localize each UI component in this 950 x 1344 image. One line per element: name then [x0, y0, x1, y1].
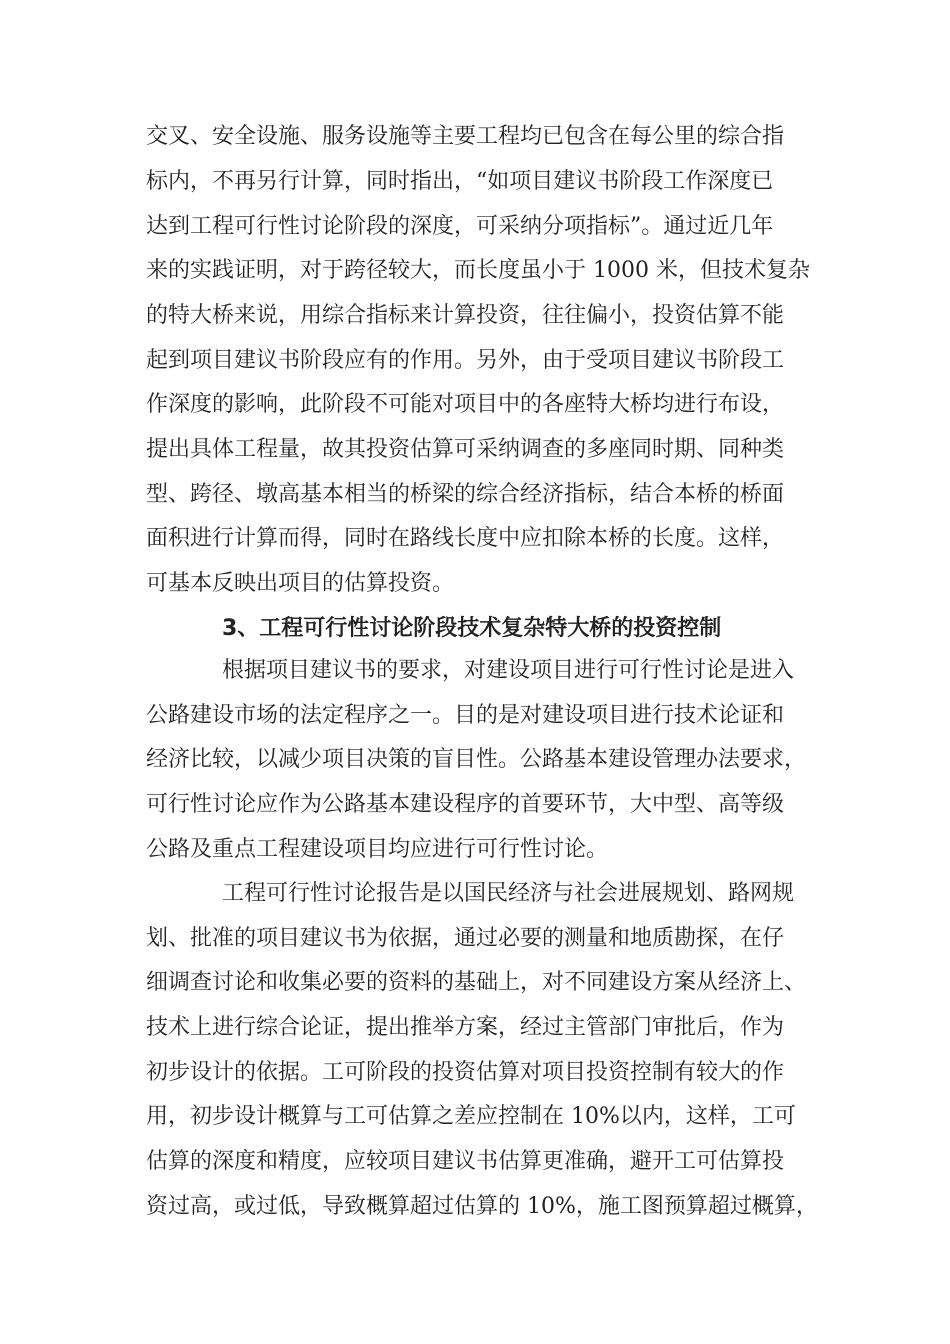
paragraph3-line: 工程可行性讨论报告是以国民经济与社会进展规划、路网规 [222, 881, 795, 906]
paragraph3-line: 用，初步设计概算与工可估算之差应控制在 10%以内，这样，工可 [146, 1104, 796, 1129]
section-heading: 3、工程可行性讨论阶段技术复杂特大桥的投资控制 [222, 616, 722, 641]
paragraph3-line: 初步设计的依据。工可阶段的投资估算对项目投资控制有较大的作 [146, 1060, 785, 1085]
paragraph1-line: 提出具体工程量，故其投资估算可采纳调查的多座同时期、同种类 [146, 437, 785, 462]
paragraph1-line: 达到工程可行性讨论阶段的深度，可采纳分项指标”。通过近几年 [146, 214, 774, 239]
paragraph2-line: 可行性讨论应作为公路基本建设程序的首要环节，大中型、高等级 [146, 792, 785, 817]
paragraph3-line: 技术上进行综合论证，提出推举方案，经过主管部门审批后，作为 [146, 1015, 785, 1040]
paragraph1-line: 作深度的影响，此阶段不可能对项目中的各座特大桥均进行布设， [146, 392, 785, 417]
paragraph3-line: 估算的深度和精度，应较项目建议书估算更准确，避开工可估算投 [146, 1149, 785, 1174]
paragraph1-line: 交叉、安全设施、服务设施等主要工程均已包含在每公里的综合指 [146, 124, 785, 149]
paragraph3-line: 资过高，或过低，导致概算超过估算的 10%，施工图预算超过概算， [146, 1194, 818, 1219]
paragraph1-line: 可基本反映出项目的估算投资。 [146, 571, 455, 596]
paragraph1-line: 起到项目建议书阶段应有的作用。另外，由于受项目建议书阶段工 [146, 348, 785, 373]
paragraph3-line: 细调查讨论和收集必要的资料的基础上，对不同建设方案从经济上、 [146, 970, 807, 995]
paragraph2-line: 经济比较，以减少项目决策的盲目性。公路基本建设管理办法要求， [146, 747, 807, 772]
paragraph1-line: 标内，不再另行计算，同时指出，“如项目建议书阶段工作深度已 [146, 169, 774, 194]
paragraph1-line: 来的实践证明，对于跨径较大，而长度虽小于 1000 米，但技术复杂 [146, 258, 810, 283]
paragraph1-line: 面积进行计算而得，同时在路线长度中应扣除本桥的长度。这样， [146, 526, 785, 551]
paragraph2-line: 公路及重点工程建设项目均应进行可行性讨论。 [146, 837, 609, 862]
paragraph1-line: 型、跨径、墩高基本相当的桥梁的综合经济指标，结合本桥的桥面 [146, 482, 785, 507]
paragraph1-line: 的特大桥来说，用综合指标来计算投资，往往偏小，投资估算不能 [146, 303, 785, 328]
paragraph2-line: 根据项目建议书的要求，对建设项目进行可行性讨论是进入 [222, 658, 795, 683]
paragraph3-line: 划、批准的项目建议书为依据，通过必要的测量和地质勘探，在仔 [146, 926, 785, 951]
paragraph2-line: 公路建设市场的法定程序之一。目的是对建设项目进行技术论证和 [146, 703, 785, 728]
